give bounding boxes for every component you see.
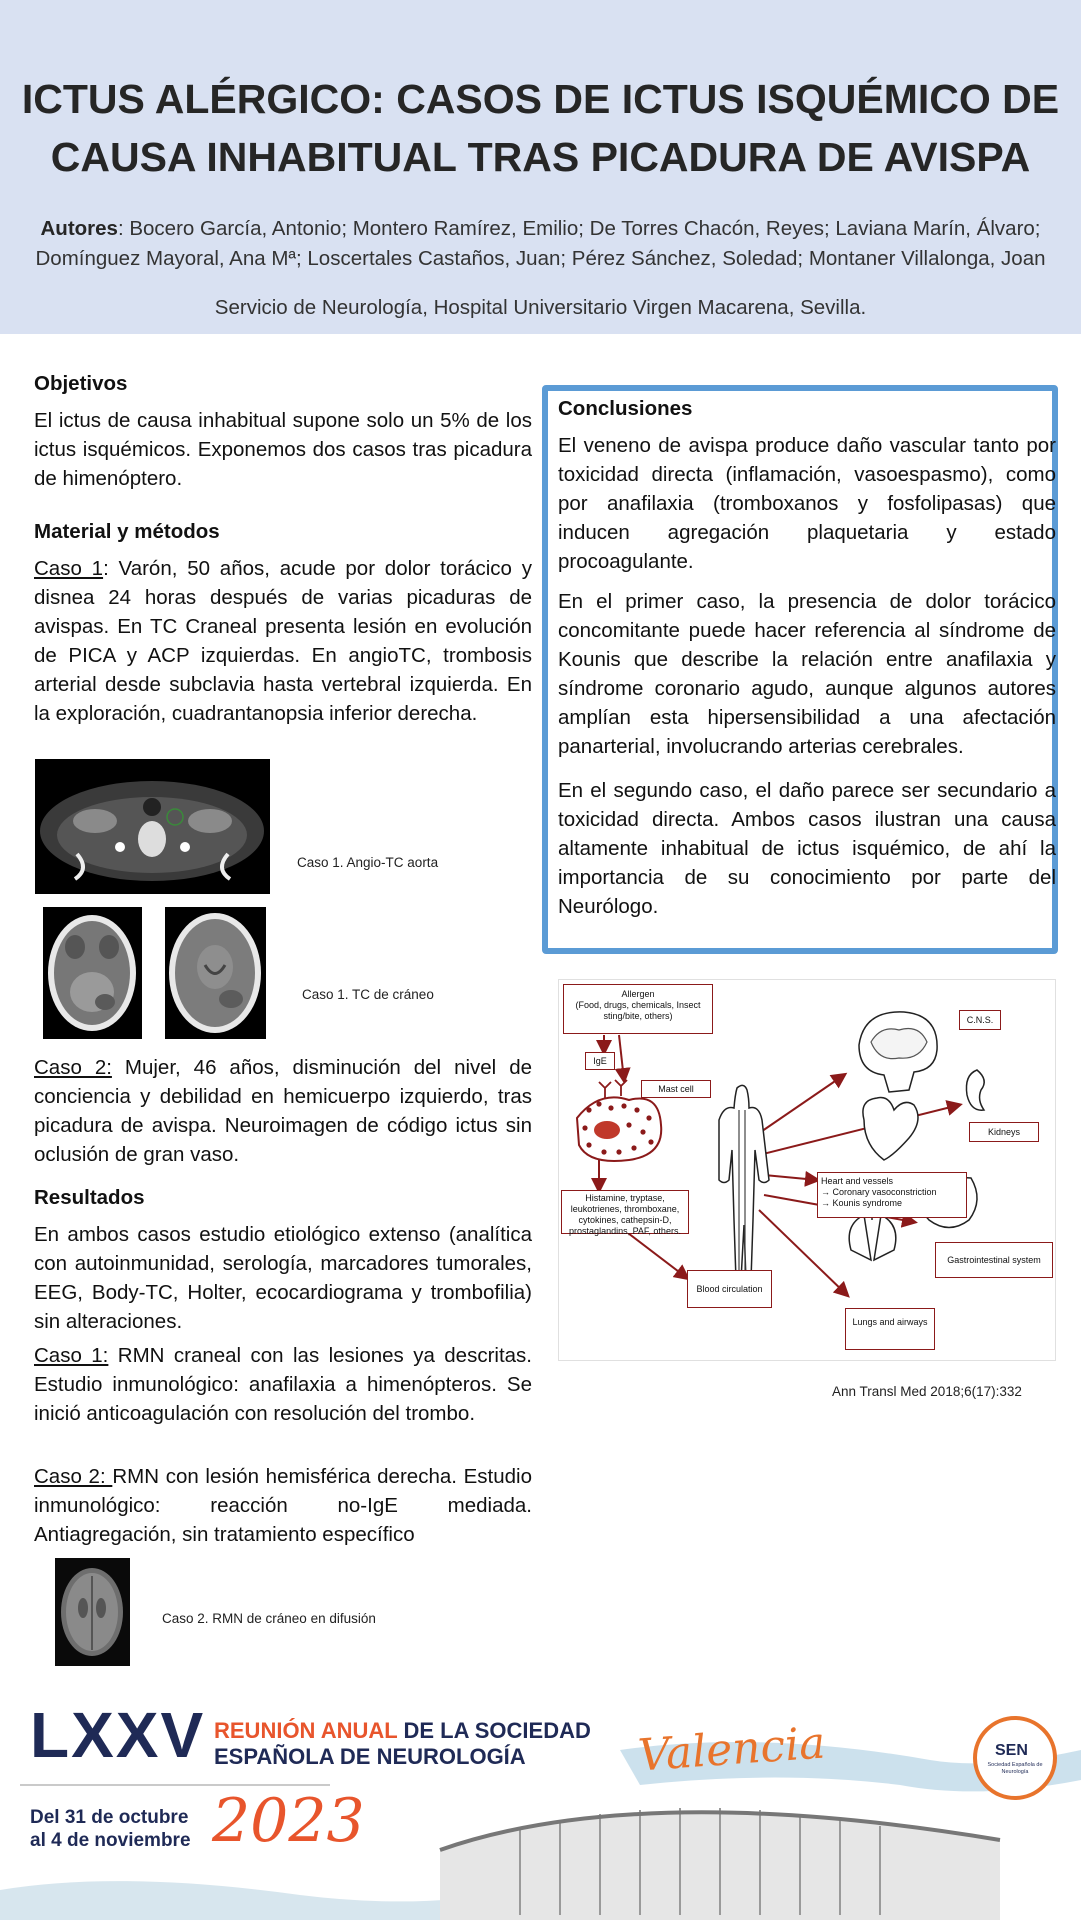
reunion-part-1: REUNIÓN ANUAL <box>214 1718 398 1743</box>
diagram-arrows <box>559 980 1055 1360</box>
case2-text: Mujer, 46 años, disminución del nivel de conciencia y debilidad en hemicuerpo izquierdo, tras picadura de avispa. Neuroimagen de código ictus sin oclusión de gran vaso. <box>34 1056 532 1166</box>
caption-tc-craneo: Caso 1. TC de cráneo <box>302 987 434 1002</box>
footer-dates <box>30 1806 191 1852</box>
resultados-heading: Resultados <box>34 1186 145 1209</box>
res-case1-text: RMN craneal con las lesiones ya descritas. Estudio inmunológico: anafilaxia a himenópteros. Se inició anticoagulación con resolución del trombo. <box>34 1344 533 1425</box>
dates-line-2: al 4 de noviembre <box>30 1830 191 1851</box>
gi-box: Gastrointestinal system <box>935 1242 1053 1278</box>
heart-vessels-box <box>817 1172 967 1218</box>
material-case1 <box>34 554 532 728</box>
conclusiones-p2: En el primer caso, la presencia de dolor torácico concomitante puede hacer referencia al síndrome de Kounis que describe la relación entre anafilaxia y síndrome coronario agudo, aunque algunos autores amplían esta hipersensibilidad a una afectación panarterial, involucrando arterias cerebrales. <box>558 590 1056 758</box>
resultados-case2 <box>34 1462 532 1549</box>
title-line-1: ICTUS ALÉRGICO: CASOS DE ICTUS ISQUÉMICO DE <box>21 76 1060 122</box>
cns-box: C.N.S. <box>959 1010 1001 1030</box>
caption-rmn: Caso 2. RMN de cráneo en difusión <box>162 1611 376 1626</box>
conclusiones-heading: Conclusiones <box>558 397 693 420</box>
kidneys-box: Kidneys <box>969 1122 1039 1142</box>
sen-logo-text: SEN <box>995 1742 1028 1759</box>
sen-logo-sub: Sociedad Española de Neurología <box>987 1762 1043 1775</box>
footer-reunion <box>214 1718 591 1770</box>
angio-tc-image <box>35 759 270 894</box>
resultados-text: En ambos casos estudio etiológico extenso (analítica con autoinmunidad, serología, marcadores tumorales, EEG, Body-TC, Holter, ecocardiograma y trombofilia) sin alteraciones. <box>34 1223 532 1333</box>
lungs-box: Lungs and airways <box>845 1308 935 1350</box>
resultados-case1 <box>34 1341 532 1428</box>
case2-label: Caso 2: <box>34 1056 112 1079</box>
res-case1-label: Caso 1: <box>34 1344 109 1367</box>
material-case2 <box>34 1053 532 1169</box>
allergen-box <box>563 984 713 1034</box>
reunion-line-2: ESPAÑOLA DE NEUROLOGÍA <box>214 1744 526 1769</box>
conclusiones-box <box>542 385 1058 954</box>
allergen-detail: (Food, drugs, chemicals, Insect sting/bite, others) <box>575 1000 701 1021</box>
reunion-part-2: DE LA SOCIEDAD <box>397 1718 591 1743</box>
authors-line-1: : Bocero García, Antonio; Montero Ramírez, Emilio; De Torres Chacón, Reyes; Laviana Marín, Álvaro; <box>117 217 1041 240</box>
allergen-title: Allergen <box>621 989 655 999</box>
authors-label: Autores <box>40 217 118 240</box>
conclusiones-p3: En el segundo caso, el daño parece ser secundario a toxicidad directa. Ambos casos ilustran una causa altamente inhabitual de ictus isquémico, de ahí la importancia de su conocimiento por parte del Neurólogo. <box>558 779 1056 918</box>
poster-title <box>20 70 1061 186</box>
conclusiones-p1: El veneno de avispa produce daño vascular tanto por toxicidad directa (inflamación, vasoespasmo), como por anafilaxia (tromboxanos y fosfolipasas) que inducen agregación plaquetaria y estado procoagulante. <box>558 434 1056 573</box>
footer-year: 2023 <box>212 1786 365 1856</box>
mast-cell-box: Mast cell <box>641 1080 711 1098</box>
footer-roman: LXXV <box>30 1699 206 1771</box>
heart-item-1: → Coronary vasoconstriction <box>821 1187 937 1197</box>
footer-city: Valencia <box>636 1717 827 1782</box>
objetivos-text: El ictus de causa inhabitual supone solo un 5% de los ictus isquémicos. Exponemos dos casos tras picadura de himenóptero. <box>34 409 532 490</box>
ige-box: IgE <box>585 1052 615 1070</box>
anaphylaxis-diagram <box>558 979 1056 1361</box>
mediators-box: Histamine, tryptase, leukotrienes, thromboxane, cytokines, cathepsin-D, prostaglandins, PAF, others. <box>561 1190 689 1234</box>
authors-line-2: Domínguez Mayoral, Ana Mª; Loscertales Castaños, Juan; Pérez Sánchez, Soledad; Montaner Villalonga, Joan <box>35 247 1046 270</box>
tc-craneo-image-2 <box>165 907 266 1039</box>
heart-item-2: → Kounis syndrome <box>821 1198 903 1208</box>
blood-circulation-box: Blood circulation <box>687 1270 772 1308</box>
material-heading: Material y métodos <box>34 520 220 543</box>
affiliation: Servicio de Neurología, Hospital Universitario Virgen Macarena, Sevilla. <box>214 296 867 319</box>
title-line-2: CAUSA INHABITUAL TRAS PICADURA DE AVISPA <box>50 134 1031 180</box>
footer-banner <box>0 1690 1081 1920</box>
res-case2-label: Caso 2: <box>34 1465 113 1488</box>
caption-angio-tc: Caso 1. Angio-TC aorta <box>297 855 439 870</box>
heart-title: Heart and vessels <box>821 1176 894 1186</box>
tc-craneo-image-1 <box>43 907 142 1039</box>
res-case2-text: RMN con lesión hemisférica derecha. Estudio inmunológico: reacción no-IgE mediada. Antiagregación, sin tratamiento específico <box>34 1465 532 1546</box>
authors <box>8 214 1073 274</box>
case1-label: Caso 1 <box>34 557 104 580</box>
objetivos-heading: Objetivos <box>34 372 128 395</box>
figure-citation: Ann Transl Med 2018;6(17):332 <box>832 1384 1022 1399</box>
rmn-image <box>55 1558 130 1666</box>
case1-text: : Varón, 50 años, acude por dolor torácico y disnea 24 horas después de varias picaduras de avispas. En TC Craneal presenta lesión en evolución de PICA y ACP izquierdas. En angioTC, trombosis arterial desde subclavia hasta vertebral izquierda. En la exploración, cuadrantanopsia inferior derecha. <box>34 557 532 725</box>
dates-line-1: Del 31 de octubre <box>30 1807 189 1828</box>
